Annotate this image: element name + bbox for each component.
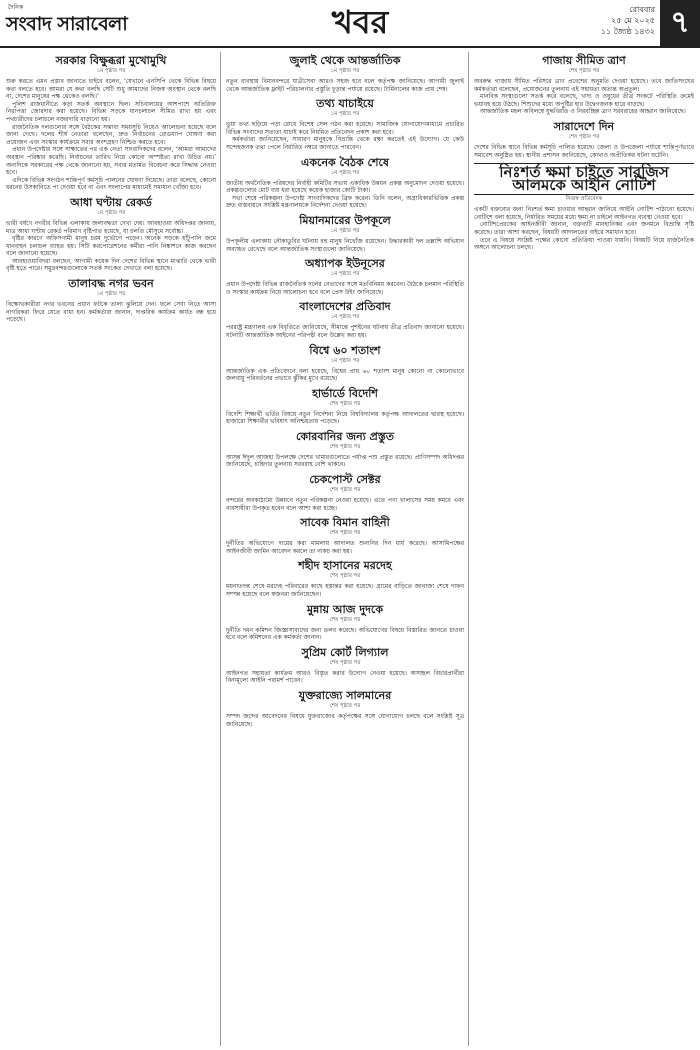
story-jump-line: শেষ পৃষ্ঠার পর — [329, 573, 361, 580]
masthead-small: দৈনিক — [8, 4, 24, 11]
story-paragraph: ভারী বর্ষণে নগরীর বিভিন্ন এলাকায় জলাবদ্ধতা দেখা দেয়। আবহাওয়া অধিদপ্তর জানায়, মাত্র আধা ঘণ্টায় রেকর্ড পরিমাণ বৃষ্টিপাত হয়েছে, যা চলতি মৌসুমে সর্বোচ্চ। — [6, 219, 216, 235]
story-jump-line: নিজস্ব প্রতিবেদক — [565, 196, 603, 203]
story-headline[interactable]: অধ্যাপক ইউনূসের — [305, 257, 385, 271]
news-story — [226, 603, 464, 642]
story-jump-line: ১ম পৃষ্ঠার পর — [330, 169, 360, 176]
story-jump-line: শেষ পৃষ্ঠার পর — [329, 400, 361, 407]
story-headline[interactable]: নিঃশর্ত ক্ষমা চাইতে সারজিস আলমকে আইনি নোটিশ — [474, 163, 694, 195]
story-paragraph: সম্পদ জব্দের আবেদনের বিষয়ে যুক্তরাজ্যের কর্তৃপক্ষের সঙ্গে যোগাযোগ চলছে বলে সংশ্লিষ্ট সূত্র জানিয়েছে। — [226, 713, 464, 728]
story-paragraph: বিক্ষোভকারীরা নগর ভবনের প্রধান ফটকে তালা ঝুলিয়ে দেন। ফলে সেবা নিতে আসা নাগরিকরা ফিরে যেতে বাধ্য হন। কর্মকর্তারা জানান, দাপ্তরিক কার্যক্রম কার্যত বন্ধ হয়ে পড়েছে। — [6, 301, 216, 324]
page-number: ৭ — [660, 0, 700, 46]
story-paragraph: মানবিক সংস্থাগুলো সতর্ক করে বলেছে, খাদ্য ও ওষুধের তীব্র সংকটে পরিস্থিতি ক্রমেই ভয়াবহ হয়ে উঠছে। শিশুদের মধ্যে অপুষ্টির হার উদ্বেগজনক হারে বাড়ছে। — [474, 93, 694, 108]
story-jump-line: ১ম পৃষ্ঠার পর — [330, 68, 360, 74]
story-jump-line: শেষ পৃষ্ঠার পর — [329, 487, 361, 494]
news-story — [226, 344, 464, 383]
story-paragraph: ভুয়া তথ্য ছড়িয়ে পড়া রোধে বিশেষ সেল গঠন করা হয়েছে। সামাজিক যোগাযোগমাধ্যমে প্রচারিত বিভিন্ন সংবাদের সত্যতা যাচাই করে নিয়মিত প্রতিবেদন প্রকাশ করা হবে। — [226, 121, 464, 136]
story-paragraph: পুলিশ রাজধানীতে কড়া সতর্ক অবস্থানে ছিল। সচিবালয়ের আশপাশে অতিরিক্ত নিরাপত্তা জোরদার করা হয়েছে। বিভিন্ন সড়কে যানচলাচল সীমিত রাখা হয় এবং পথচারীদের চলাচলে নজরদারি বাড়ানো হয়। — [6, 100, 216, 123]
section-title: খবর — [331, 3, 389, 41]
story-paragraph: আন্তর্জাতিক এক প্রতিবেদনে বলা হয়েছে, বিশ্বের প্রায় ৬০ শতাংশ মানুষ কোনো না কোনোভাবে জলবায়ু পরিবর্তনের প্রভাবে ঝুঁকির মুখে রয়েছে। — [226, 367, 464, 383]
date-line: রোববার — [629, 5, 655, 14]
story-jump-line: ১ম পৃষ্ঠার পর — [96, 68, 126, 74]
story-jump-line: ১ম পৃষ্ঠার পর — [96, 209, 126, 216]
story-paragraph: রাজনৈতিক দলগুলোর সঙ্গে বৈঠকের সম্ভাব্য সময়সূচি নিয়েও আলোচনা হয়েছে বলে জানা গেছে। দলের শীর্ষ নেতারা বলেছেন, দ্রুত নির্বাচনের রোডম্যাপ ঘোষণা করা প্রয়োজন এবং সংস্কার কার্যক্রমে সবার অংশগ্রহণ নিশ্চিত করতে হবে। — [6, 123, 216, 146]
story-paragraph: ময়নাতদন্ত শেষে মরদেহ পরিবারের কাছে হস্তান্তর করা হয়েছে। গ্রামের বাড়িতে জানাজা শেষে দাফন সম্পন্ন হয়েছে বলে স্বজনরা জানিয়েছেন। — [226, 583, 464, 599]
story-jump-line: ১ম পৃষ্ঠার পর — [330, 111, 360, 118]
story-headline[interactable]: জুলাই থেকে আন্তর্জাতিক — [289, 54, 401, 67]
column-right — [474, 52, 694, 1046]
story-paragraph: প্রধান উপদেষ্টার সঙ্গে সাক্ষাতের পর এক নেতা সাংবাদিকদের বলেন, ‘আমরা আমাদের অবস্থান পরিষ্কার করেছি। নির্বাচনের তারিখ নিয়ে কোনো অস্পষ্টতা রাখা উচিত নয়।’ অন্যদিকে সরকারের পক্ষ থেকে জানানো হয়, সবার মতামত বিবেচনা করে সিদ্ধান্ত নেওয়া হবে। — [6, 146, 216, 177]
news-story — [226, 689, 464, 728]
story-paragraph: নোটিশপ্রেরকের আইনজীবী জানান, বক্তব্যটি মানহানিকর এবং জনমনে বিভ্রান্তি সৃষ্টি করেছে। তারা আশা করছেন, বিষয়টি আদালতের বাইরে সমাধান হবে। — [474, 221, 694, 236]
story-paragraph: এদিকে বিভিন্ন সংগঠন শান্তিপূর্ণ কর্মসূচি পালনের ঘোষণা দিয়েছে। তারা বলেছে, কোনো ধরনের উসকানিতে পা দেওয়া হবে না এবং সংলাপের মাধ্যমেই সমাধান খোঁজা হবে। — [6, 176, 216, 192]
news-story — [226, 97, 464, 151]
news-story — [226, 646, 464, 685]
story-jump-line: শেষ পৃষ্ঠার পর — [329, 443, 361, 450]
news-story — [6, 196, 216, 273]
news-story — [226, 156, 464, 210]
story-paragraph: একটি বক্তব্যের জন্য নিঃশর্ত ক্ষমা চাওয়ার আহ্বান জানিয়ে আইনি নোটিশ পাঠানো হয়েছে। নোটিশে বলা হয়েছে, নির্ধারিত সময়ের মধ্যে ক্ষমা না চাইলে আইনগত ব্যবস্থা নেওয়া হবে। — [474, 206, 694, 221]
story-jump-line: শেষ পৃষ্ঠার পর — [329, 703, 361, 709]
column-rule — [220, 52, 221, 1046]
masthead — [6, 2, 166, 42]
news-story — [474, 120, 694, 159]
story-headline[interactable]: হার্ভার্ডে বিদেশি — [312, 386, 378, 400]
story-paragraph: উপকূলীয় এলাকায় নৌকাডুবির ঘটনায় বহু মানুষ নিখোঁজ রয়েছেন। উদ্ধারকারী দল তল্লাশি অভিযান অব্যাহত রেখেছে বলে আন্তর্জাতিক সংস্থাগুলো জানিয়েছে। — [226, 237, 464, 253]
story-jump-line: শেষ পৃষ্ঠার পর — [329, 530, 361, 537]
story-paragraph: দুর্নীতি দমন কমিশন জিজ্ঞাসাবাদের জন্য তলব করেছে। অভিযোগের বিষয়ে বিস্তারিত জানতে চাওয়া হবে বলে কমিশনের এক কর্মকর্তা জানান। — [226, 626, 464, 642]
story-headline[interactable]: বাংলাদেশের প্রতিবাদ — [299, 300, 391, 314]
story-headline[interactable]: সুপ্রিম কোর্ট লিগ্যাল — [301, 645, 389, 659]
story-headline[interactable]: শহীদ হাসানের মরদেহ — [298, 559, 392, 573]
story-paragraph: প্রধান উপদেষ্টা বিভিন্ন রাজনৈতিক দলের নেতাদের সঙ্গে মতবিনিময় করবেন। বৈঠকে চলমান পরিস্থিতি ও সংস্কার কার্যক্রম নিয়ে আলোচনা হবে বলে প্রেস উইং জানিয়েছে। — [226, 281, 464, 296]
story-headline[interactable]: যুক্তরাজ্যে সালমানের — [298, 689, 392, 702]
news-story — [474, 163, 694, 252]
column-middle — [226, 52, 464, 1046]
date-line: ২৫ মে ২০২৫ — [611, 16, 655, 25]
story-headline[interactable]: মুন্নায় আজ দুদকে — [306, 602, 384, 616]
story-headline[interactable]: গাজায় সীমিত ত্রাণ — [542, 54, 626, 67]
column-rule — [468, 52, 469, 1046]
news-story — [226, 54, 464, 93]
story-jump-line: ১ম পৃষ্ঠার পর — [330, 271, 360, 278]
story-paragraph: আবহাওয়াবিদরা বলছেন, আগামী কয়েক দিন দেশের বিভিন্ন স্থানে মাঝারি থেকে ভারী বৃষ্টি হতে পারে। সমুদ্রবন্দরগুলোকে সতর্ক সংকেত দেখাতে বলা হয়েছে। — [6, 257, 216, 273]
story-headline[interactable]: আধা ঘণ্টায় রেকর্ড — [70, 195, 152, 209]
date-line: ১১ জ্যৈষ্ঠ ১৪৩২ — [600, 27, 655, 36]
news-story — [226, 257, 464, 296]
story-jump-line: ১ম পৃষ্ঠার পর — [330, 314, 360, 321]
story-paragraph: সভা শেষে পরিকল্পনা উপদেষ্টা সাংবাদিকদের ব্রিফ করেন। তিনি বলেন, অগ্রাধিকারভিত্তিক প্রকল্প দ্রুত বাস্তবায়নে সংশ্লিষ্ট মন্ত্রণালয়কে নির্দেশনা দেওয়া হয়েছে। — [226, 194, 464, 210]
news-story — [6, 54, 216, 192]
story-paragraph: বৃষ্টির কারণে অফিসগামী মানুষ চরম দুর্ভোগে পড়েন। অনেক সড়কে হাঁটুপানি জমে যানবাহন চলাচল ব্যাহত হয়। সিটি করপোরেশনের কর্মীরা পানি নিষ্কাশনে কাজ করছেন বলে জানানো হয়েছে। — [6, 235, 216, 258]
story-jump-line: শেষ পৃষ্ঠার পর — [329, 616, 361, 623]
news-story — [474, 54, 694, 116]
story-headline[interactable]: মিয়ানমারের উপকূলে — [299, 213, 391, 227]
story-headline[interactable]: কোরবানির জন্য প্রস্তুত — [295, 429, 395, 443]
story-headline[interactable]: সরকার বিক্ষুব্ধরা মুখোমুখি — [55, 54, 167, 67]
story-jump-line: ১ম পৃষ্ঠার পর — [330, 357, 360, 364]
news-story — [226, 214, 464, 253]
masthead-name: সংবাদ সারাবেলা — [6, 13, 128, 35]
column-left — [6, 52, 216, 1046]
story-headline[interactable]: সারাদেশে দিন — [553, 119, 615, 133]
news-story — [226, 430, 464, 469]
story-jump-line: ১ম পৃষ্ঠার পর — [330, 227, 360, 234]
story-headline[interactable]: বিশ্বে ৬০ শতাংশ — [309, 343, 381, 357]
story-jump-line: শেষ পৃষ্ঠার পর — [568, 68, 600, 74]
story-paragraph: নতুন ব্যবস্থায় বিমানবন্দরে যাত্রীসেবা আরও সহজ হবে বলে কর্তৃপক্ষ জানিয়েছে। আগামী জুলাই থেকে আন্তর্জাতিক ফ্লাইট পরিচালনার প্রস্তুতি চূড়ান্ত পর্যায়ে রয়েছে। টার্মিনালের কাজ প্রায় শেষ। — [226, 78, 464, 93]
story-paragraph: আসন্ন ঈদুল আজহা উপলক্ষে দেশের খামারগুলোতে পর্যাপ্ত পশু প্রস্তুত রয়েছে। প্রাণিসম্পদ অধিদপ্তর জানিয়েছে, চাহিদার তুলনায় সরবরাহ বেশি থাকবে। — [226, 453, 464, 469]
story-headline[interactable]: চেকপোস্ট সেক্টর — [309, 473, 381, 487]
story-jump-line: ১ম পৃষ্ঠার পর — [96, 291, 126, 298]
news-story — [226, 300, 464, 339]
story-jump-line: শেষ পৃষ্ঠার পর — [329, 659, 361, 666]
story-headline[interactable]: একনেক বৈঠক শেষে — [300, 155, 389, 169]
story-paragraph: বিদেশি শিক্ষার্থী ভর্তির বিষয়ে নতুন নির্দেশনা নিয়ে বিশ্ববিদ্যালয় কর্তৃপক্ষ আদালতের দ্বারস্থ হয়েছে। হাজারো শিক্ষার্থীর ভবিষ্যৎ অনিশ্চয়তায় পড়েছে। — [226, 410, 464, 426]
story-headline[interactable]: তালাবদ্ধ নগর ভবন — [68, 277, 154, 291]
story-paragraph: আইনগত সহায়তা কার্যক্রম আরও বিস্তৃত করার উদ্যোগ নেওয়া হয়েছে। অসচ্ছল বিচারপ্রার্থীরা বিনামূল্যে আইনি পরামর্শ পাবেন। — [226, 669, 464, 685]
news-story — [6, 277, 216, 324]
story-paragraph: জাতীয় অর্থনৈতিক পরিষদের নির্বাহী কমিটির সভায় একাধিক উন্নয়ন প্রকল্প অনুমোদন দেওয়া হয়েছে। প্রকল্পগুলোর মোট ব্যয় ধরা হয়েছে কয়েক হাজার কোটি টাকা। — [226, 179, 464, 195]
story-paragraph: কর্মকর্তারা জানিয়েছেন, সাধারণ মানুষকে বিভ্রান্তি থেকে রক্ষা করতেই এই উদ্যোগ। যে কেউ সন্দেহজনক তথ্য পেলে নির্ধারিত নম্বরে জানাতে পারবেন। — [226, 136, 464, 151]
story-paragraph: বন্দরের অবকাঠামো উন্নয়নে নতুন পরিকল্পনা নেওয়া হয়েছে। এতে পণ্য খালাসের সময় কমবে এবং ব্যবসায়ীরা উপকৃত হবেন বলে আশা করা হচ্ছে। — [226, 497, 464, 512]
news-story — [226, 559, 464, 598]
news-story — [226, 473, 464, 512]
story-headline[interactable]: তথ্য যাচাইয়ে — [316, 97, 374, 111]
story-paragraph: শুরু করতে এমন প্রস্তাব জানাতে চাইবে বলেন, ‘যেখানে এনসিপি থেকে বিভিন্ন বিষয়ে কথা বলতে হবে। আমরা যে কথা বলছি সেটি শুধু আমাদের নিজস্ব অবস্থান থেকে বলছি না, দেশের মানুষের পক্ষ থেকেও বলছি।’ — [6, 78, 216, 101]
news-story — [226, 387, 464, 426]
story-paragraph: পররাষ্ট্র মন্ত্রণালয় এক বিবৃতিতে জানিয়েছে, সীমান্তে পুশইনের ঘটনায় তীব্র প্রতিবাদ জানানো হয়েছে। ঘটনাটি আন্তর্জাতিক আইনের পরিপন্থী বলে উল্লেখ করা হয়। — [226, 324, 464, 339]
date-block — [545, 4, 655, 37]
story-paragraph: অবরুদ্ধ গাজায় সীমিত পরিসরে ত্রাণ প্রবেশের অনুমতি দেওয়া হয়েছে। তবে জাতিসংঘের কর্মকর্তারা বলেছেন, প্রয়োজনের তুলনায় এই সহায়তা অত্যন্ত অপ্রতুল। — [474, 78, 694, 93]
page-header — [0, 0, 700, 48]
story-paragraph: দেশের বিভিন্ন স্থানে বিভিন্ন কর্মসূচি পালিত হয়েছে। জেলা ও উপজেলা পর্যায়ে শান্তিপূর্ণভাবে সমাবেশ অনুষ্ঠিত হয়। স্থানীয় প্রশাসন জানিয়েছে, কোথাও অপ্রীতিকর ঘটনা ঘটেনি। — [474, 143, 694, 159]
story-jump-line: শেষ পৃষ্ঠার পর — [568, 133, 600, 140]
story-paragraph: তবে এ বিষয়ে সংশ্লিষ্ট পক্ষের কোনো প্রতিক্রিয়া পাওয়া যায়নি। বিষয়টি নিয়ে রাজনৈতিক অঙ্গনে আলোচনা চলছে। — [474, 236, 694, 252]
news-story — [226, 516, 464, 555]
story-headline[interactable]: সাবেক বিমান বাহিনী — [300, 516, 390, 530]
story-paragraph: আন্তর্জাতিক মহল অবিলম্বে যুদ্ধবিরতি ও নিরবচ্ছিন্ন ত্রাণ সরবরাহের আহ্বান জানিয়েছে। — [480, 108, 686, 116]
story-paragraph: দুর্নীতির অভিযোগে দায়ের করা মামলায় আদালত শুনানির দিন ধার্য করেছে। আসামিপক্ষের আইনজীবী জামিন আবেদন করলে তা নাকচ করা হয়। — [226, 540, 464, 555]
